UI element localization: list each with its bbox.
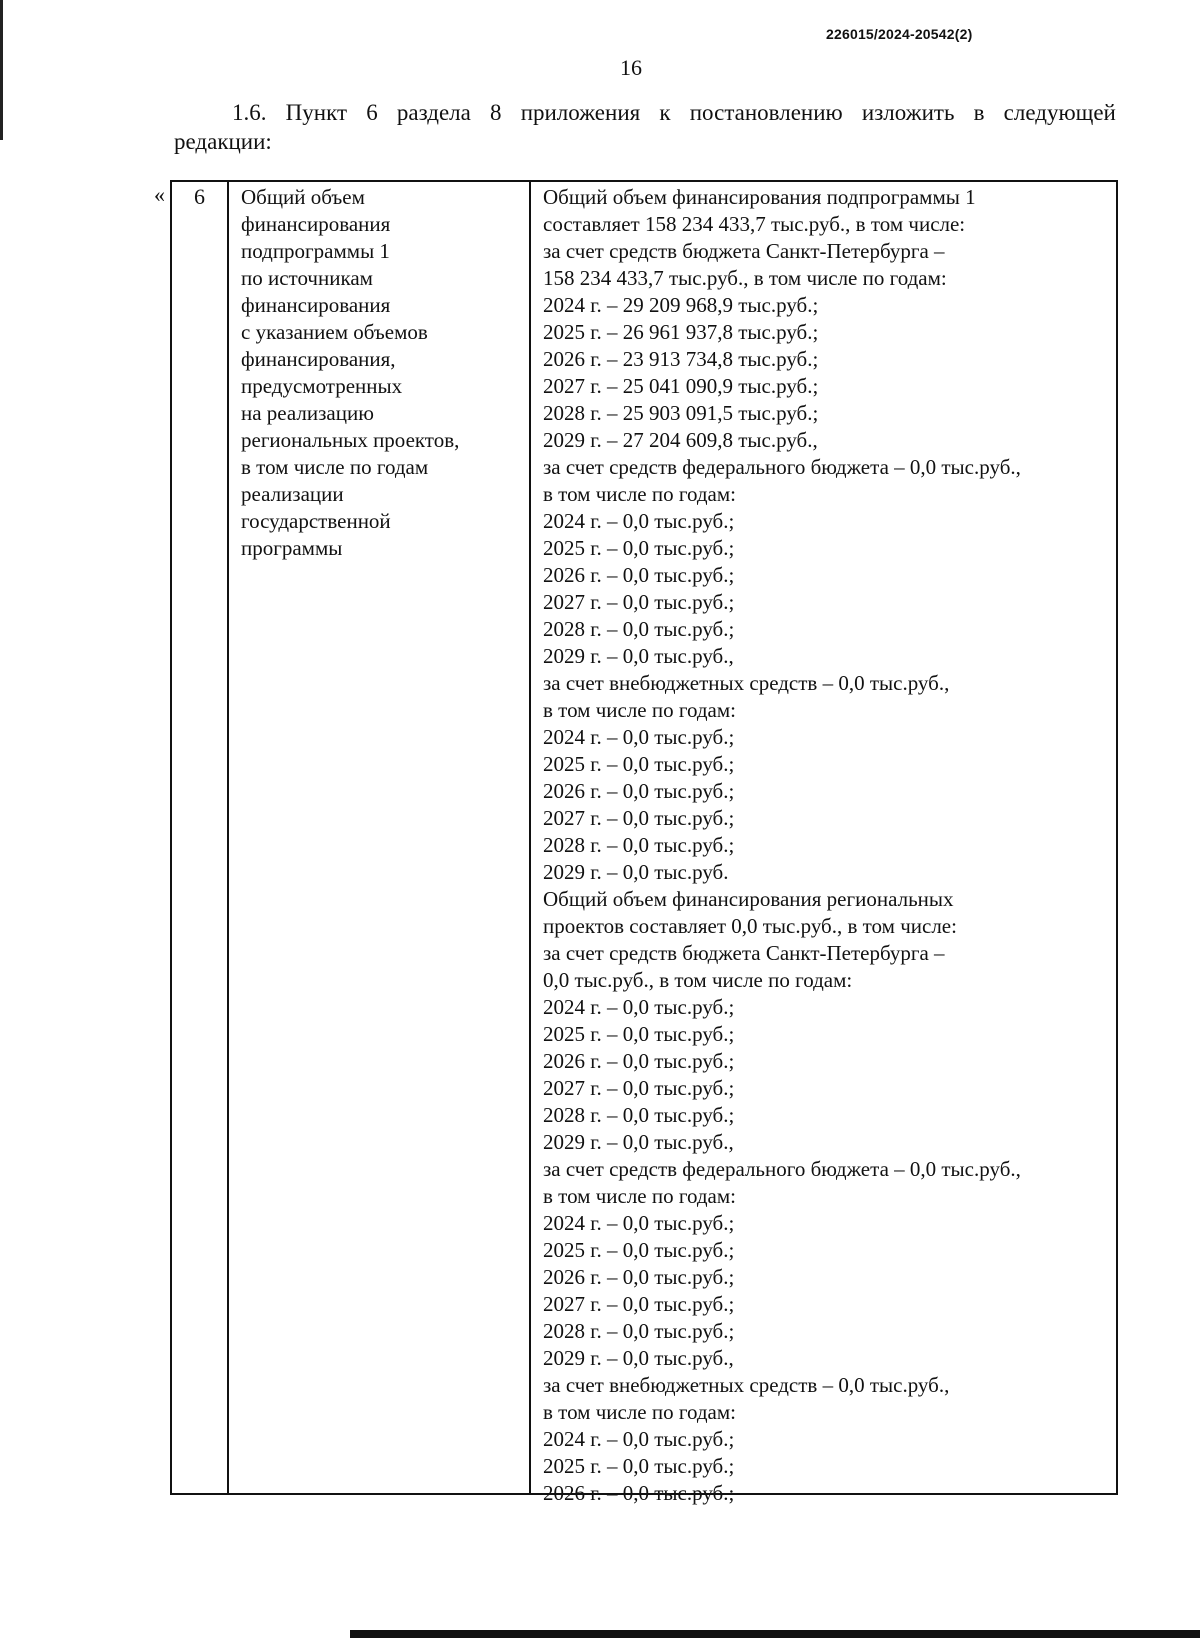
value-line: Общий объем финансирования региональных [543,887,954,911]
intro-word: следующей [1003,100,1116,125]
intro-line-2: редакции: [174,129,272,154]
parameter-line: по источникам [241,266,373,290]
value-cell [531,182,1116,1505]
row-number: 6 [194,184,205,209]
row-number-cell [172,182,229,1493]
parameter-line: региональных проектов, [241,428,460,452]
parameter-line: в том числе по годам [241,455,429,479]
parameter-line: программы [241,536,343,560]
parameter-line: с указанием объемов [241,320,428,344]
parameter-line: подпрограммы 1 [241,239,390,263]
parameter-line: финансирования [241,212,391,236]
value-line: 2025 г. – 0,0 тыс.руб.; [543,1022,735,1046]
parameter-line: на реализацию [241,401,374,425]
intro-word: 8 [490,100,502,125]
intro-word: Пункт [285,100,348,125]
value-line: 2025 г. – 0,0 тыс.руб.; [543,752,735,776]
parameter-line: Общий объем [241,185,365,209]
value-line: 2024 г. – 0,0 тыс.руб.; [543,725,735,749]
parameter-line: предусмотренных [241,374,403,398]
value-line: 2024 г. – 0,0 тыс.руб.; [543,1211,735,1235]
value-line: 2025 г. – 26 961 937,8 тыс.руб.; [543,320,819,344]
value-line: 2026 г. – 0,0 тыс.руб.; [543,1049,735,1073]
value-line: 2028 г. – 0,0 тыс.руб.; [543,617,735,641]
value-line: 2024 г. – 0,0 тыс.руб.; [543,509,735,533]
intro-word: в [973,100,985,125]
intro-word: раздела [396,100,471,125]
scan-bottom-edge [350,1630,1200,1638]
parameter-line: реализации [241,482,344,506]
value-line: 2027 г. – 0,0 тыс.руб.; [543,590,735,614]
value-line: 2029 г. – 0,0 тыс.руб., [543,644,734,668]
value-line: 2029 г. – 0,0 тыс.руб. [543,860,729,884]
value-line: 2026 г. – 23 913 734,8 тыс.руб.; [543,347,819,371]
value-line: 2029 г. – 27 204 609,8 тыс.руб., [543,428,818,452]
value-line: 2027 г. – 0,0 тыс.руб.; [543,806,735,830]
intro-line-1 [174,98,1116,127]
value-line: 2026 г. – 0,0 тыс.руб.; [543,779,735,803]
value-line: 158 234 433,7 тыс.руб., в том числе по годам: [543,266,947,290]
value-line: за счет средств федерального бюджета – 0,0 тыс.руб., [543,1157,1021,1181]
value-line: 2028 г. – 0,0 тыс.руб.; [543,833,735,857]
intro-word: приложения [520,100,641,125]
intro-word: 6 [366,100,378,125]
value-line: 2025 г. – 0,0 тыс.руб.; [543,1238,735,1262]
value-line: 2026 г. – 0,0 тыс.руб.; [543,563,735,587]
value-line: 2028 г. – 25 903 091,5 тыс.руб.; [543,401,819,425]
amendment-table [170,180,1118,1505]
value-line: 2029 г. – 0,0 тыс.руб., [543,1130,734,1154]
value-line: в том числе по годам: [543,482,736,506]
value-line: за счет средств бюджета Санкт-Петербурга – [543,941,945,965]
value-line: 2025 г. – 0,0 тыс.руб.; [543,536,735,560]
value-line: 2027 г. – 0,0 тыс.руб.; [543,1076,735,1100]
parameter-line: финансирования [241,293,391,317]
intro-word: 1.6. [232,100,267,125]
value-line: 2026 г. – 0,0 тыс.руб.; [543,1481,735,1505]
document-id: 226015/2024-20542(2) [826,26,973,42]
value-line: составляет 158 234 433,7 тыс.руб., в том числе: [543,212,966,236]
parameter-cell [229,182,531,1493]
scan-margin-line [0,0,3,140]
value-line: за счет средств бюджета Санкт-Петербурга – [543,239,945,263]
value-line: 0,0 тыс.руб., в том числе по годам: [543,968,853,992]
value-line: 2028 г. – 0,0 тыс.руб.; [543,1103,735,1127]
value-line: за счет средств федерального бюджета – 0,0 тыс.руб., [543,455,1021,479]
value-line: 2024 г. – 0,0 тыс.руб.; [543,1427,735,1451]
value-line: 2025 г. – 0,0 тыс.руб.; [543,1454,735,1478]
parameter-line: финансирования, [241,347,396,371]
value-line: 2024 г. – 29 209 968,9 тыс.руб.; [543,293,819,317]
value-line: в том числе по годам: [543,1400,736,1424]
page-number: 16 [620,55,642,80]
opening-quote-mark: « [154,182,165,207]
intro-word: постановлению [689,100,843,125]
value-line: 2026 г. – 0,0 тыс.руб.; [543,1265,735,1289]
parameter-line: государственной [241,509,391,533]
intro-paragraph [174,98,1116,156]
value-line: за счет внебюджетных средств – 0,0 тыс.руб., [543,1373,950,1397]
value-line: 2029 г. – 0,0 тыс.руб., [543,1346,734,1370]
value-line: 2028 г. – 0,0 тыс.руб.; [543,1319,735,1343]
value-line: в том числе по годам: [543,1184,736,1208]
value-line: проектов составляет 0,0 тыс.руб., в том числе: [543,914,957,938]
value-line: 2024 г. – 0,0 тыс.руб.; [543,995,735,1019]
value-line: за счет внебюджетных средств – 0,0 тыс.руб., [543,671,950,695]
intro-word: к [659,100,671,125]
value-line: в том числе по годам: [543,698,736,722]
value-line: 2027 г. – 25 041 090,9 тыс.руб.; [543,374,819,398]
intro-word: изложить [861,100,955,125]
value-line: 2027 г. – 0,0 тыс.руб.; [543,1292,735,1316]
value-line: Общий объем финансирования подпрограммы 1 [543,185,976,209]
